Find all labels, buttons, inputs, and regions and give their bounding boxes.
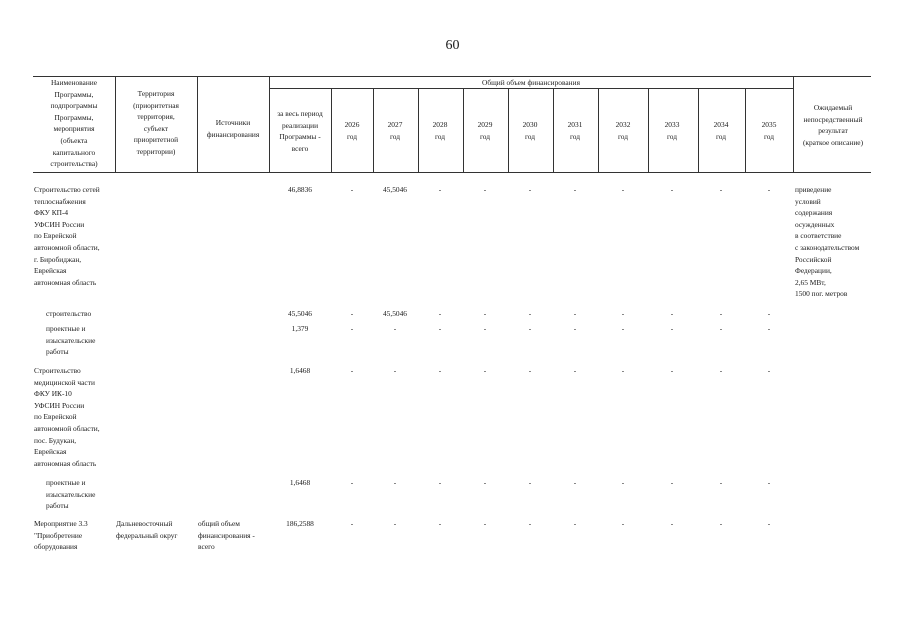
row-territory-line: Дальневосточный (116, 519, 173, 528)
row-name (46, 477, 118, 512)
row-year-value: - (621, 309, 625, 318)
header-year-word: год (569, 131, 581, 141)
row-year-value: 45,5046 (382, 309, 408, 318)
row-year-value: - (670, 478, 674, 487)
row-name-line: оборудования (34, 542, 78, 552)
row-name (34, 518, 118, 553)
row-name-line: УФСИН России (34, 219, 85, 229)
row-name-line: Еврейская (34, 266, 67, 276)
header-territory-line: территории) (136, 146, 176, 156)
row-year-value: - (621, 478, 625, 487)
year-col-divider (598, 88, 599, 172)
year-col-divider (745, 88, 746, 172)
header-year: 2026 (344, 120, 360, 129)
row-name-line: строительство (46, 309, 92, 318)
row-year-value: - (438, 309, 442, 318)
row-year-value: - (573, 366, 577, 375)
row-year-value: - (621, 366, 625, 375)
row-result-line: приведение (795, 185, 832, 194)
row-year-value: - (350, 366, 354, 375)
row-year-value: - (719, 519, 723, 528)
year-col-divider (648, 88, 649, 172)
row-year-value: - (393, 324, 397, 333)
row-year-value: - (719, 324, 723, 333)
row-year-value: - (438, 185, 442, 194)
header-period-line: за весь период (277, 109, 323, 118)
header-territory-line: субъект (143, 123, 169, 133)
row-name (46, 308, 118, 320)
row-name (46, 323, 118, 358)
year-col-divider (463, 88, 464, 172)
header-source-line: Источники (215, 118, 251, 127)
row-result-line: содержания (795, 208, 833, 218)
row-year-value: - (573, 309, 577, 318)
row-source-line: общий объем (198, 519, 240, 528)
row-year-value: - (393, 478, 397, 487)
header-year-word: год (389, 131, 401, 141)
row-year-value: - (483, 324, 487, 333)
row-year-value: - (528, 519, 532, 528)
row-total: 186,2588 (286, 519, 314, 528)
row-name-line: проектные и (46, 478, 86, 487)
header-source (197, 117, 269, 140)
row-year-value: - (719, 478, 723, 487)
row-year-value: - (670, 366, 674, 375)
header-result-line: Ожидаемый (813, 103, 853, 112)
row-source (198, 518, 270, 553)
row-name-line: Еврейская (34, 447, 67, 457)
row-name-line: пос. Будукан, (34, 435, 77, 445)
row-name-line: Мероприятие 3.3 (34, 519, 88, 528)
row-year-value: - (393, 366, 397, 375)
header-period-line: реализации (281, 120, 319, 130)
header-name-line: строительства) (50, 159, 98, 169)
row-name-line: автономная область (34, 458, 97, 468)
row-name-line: медицинской части (34, 377, 95, 387)
header-period (269, 108, 331, 154)
header-year: 2034 (713, 120, 729, 129)
header-year-word: год (479, 131, 491, 141)
row-name-line: УФСИН России (34, 400, 85, 410)
row-total: 45,5046 (287, 309, 313, 318)
row-name-line: г. Биробиджан, (34, 254, 82, 264)
row-year-value: - (350, 478, 354, 487)
row-source-line: всего (198, 542, 215, 552)
header-name (33, 77, 115, 170)
row-year-value: - (350, 309, 354, 318)
row-year-value: - (438, 366, 442, 375)
row-year-value: - (573, 185, 577, 194)
header-year: 2030 (522, 120, 538, 129)
row-year-value: 45,5046 (382, 185, 408, 194)
row-year-value: - (670, 309, 674, 318)
row-territory (116, 518, 198, 541)
header-result-line: непосредственный (803, 114, 863, 124)
header-name-line: мероприятия (53, 124, 95, 134)
row-name-line: по Еврейской (34, 412, 77, 422)
row-result-line: 1500 пог. метров (795, 289, 848, 299)
row-name (34, 365, 118, 469)
row-year-value: - (438, 324, 442, 333)
header-result-line: (краткое описание) (802, 137, 864, 147)
header-result-line: результат (818, 126, 848, 136)
header-year: 2033 (664, 120, 680, 129)
header-name-line: (объекта (60, 135, 88, 145)
row-year-value: - (621, 519, 625, 528)
row-year-value: - (483, 309, 487, 318)
row-year-value: - (350, 324, 354, 333)
row-year-value: - (483, 478, 487, 487)
row-year-value: - (719, 309, 723, 318)
row-name-line: теплоснабжения (34, 196, 86, 206)
row-total: 1,379 (291, 324, 309, 333)
header-year: 2028 (432, 120, 448, 129)
header-period-line: всего (291, 143, 309, 153)
row-name-line: работы (46, 347, 69, 357)
row-year-value: - (767, 366, 771, 375)
header-territory (115, 88, 197, 158)
row-year-value: - (438, 478, 442, 487)
row-year-value: - (483, 366, 487, 375)
row-year-value: - (670, 324, 674, 333)
row-result-line: 2,65 МВт, (795, 277, 826, 287)
row-year-value: - (350, 519, 354, 528)
header-year-word: год (715, 131, 727, 141)
row-year-value: - (393, 519, 397, 528)
row-year-value: - (670, 185, 674, 194)
header-name-line: Программы, (54, 89, 94, 99)
row-name-line: изыскательские (46, 489, 96, 499)
header-year-word: год (666, 131, 678, 141)
row-year-value: - (719, 185, 723, 194)
header-year-word: год (346, 131, 358, 141)
row-name-line: Строительство (34, 366, 81, 375)
row-result (795, 184, 883, 300)
row-name (34, 184, 118, 288)
row-name-line: работы (46, 501, 69, 511)
row-result-line: Федерации, (795, 266, 832, 276)
row-territory-line: федеральный округ (116, 530, 178, 540)
year-col-divider (553, 88, 554, 172)
row-result-line: условий (795, 196, 821, 206)
year-col-divider (418, 88, 419, 172)
row-year-value: - (767, 309, 771, 318)
header-year: 2032 (615, 120, 631, 129)
row-year-value: - (573, 478, 577, 487)
row-year-value: - (528, 309, 532, 318)
row-year-value: - (719, 366, 723, 375)
row-name-line: по Еврейской (34, 231, 77, 241)
header-name-line: Наименование (50, 78, 98, 87)
row-year-value: - (621, 324, 625, 333)
row-name-line: автономной области, (34, 423, 100, 433)
header-year: 2031 (567, 120, 583, 129)
row-name-line: изыскательские (46, 335, 96, 345)
row-year-value: - (438, 519, 442, 528)
header-year: 2035 (761, 120, 777, 129)
row-name-line: проектные и (46, 324, 86, 333)
row-result-line: с законодательством (795, 242, 860, 252)
row-result-line: Российской (795, 254, 832, 264)
header-total-title: Общий объем финансирования (482, 78, 580, 87)
page-number: 60 (445, 38, 460, 53)
row-result-line: в соответствие (795, 231, 842, 241)
header-territory-line: приоритетной (133, 135, 179, 145)
row-year-value: - (573, 324, 577, 333)
row-year-value: - (670, 519, 674, 528)
header-year-word: год (524, 131, 536, 141)
row-year-value: - (573, 519, 577, 528)
row-year-value: - (483, 185, 487, 194)
header-year: 2029 (477, 120, 493, 129)
year-col-divider (373, 88, 374, 172)
header-bottom-border (33, 172, 871, 173)
header-period-line: Программы - (279, 132, 321, 142)
header-year-word: год (434, 131, 446, 141)
year-col-divider (508, 88, 509, 172)
header-year: 2027 (387, 120, 403, 129)
header-source-line: финансирования (206, 129, 260, 139)
row-year-value: - (767, 324, 771, 333)
header-territory-line: (приоритетная (133, 100, 179, 110)
row-year-value: - (528, 324, 532, 333)
row-year-value: - (528, 366, 532, 375)
row-total: 1,6468 (289, 366, 311, 375)
header-name-line: подпрограммы (50, 101, 98, 111)
header-name-line: Программы, (54, 112, 94, 122)
row-year-value: - (528, 185, 532, 194)
row-result-line: осужденных (795, 219, 835, 229)
header-year-word: год (617, 131, 629, 141)
row-name-line: автономной области, (34, 242, 100, 252)
row-year-value: - (767, 185, 771, 194)
row-total: 46,8836 (287, 185, 313, 194)
row-total: 1,6468 (289, 478, 311, 487)
header-year-word: год (763, 131, 775, 141)
header-territory-line: Территория (137, 89, 175, 98)
row-name-line: ФКУ КП-4 (34, 208, 69, 218)
row-name-line: автономная область (34, 277, 97, 287)
header-result (793, 102, 873, 148)
row-year-value: - (350, 185, 354, 194)
header-territory-line: территория, (137, 112, 175, 122)
row-name-line: ФКУ ИК-10 (34, 389, 72, 399)
header-name-line: капитального (52, 147, 96, 157)
row-name-line: "Приобретение (34, 530, 83, 540)
row-year-value: - (767, 519, 771, 528)
row-name-line: Строительство сетей (34, 185, 100, 194)
row-year-value: - (767, 478, 771, 487)
row-year-value: - (483, 519, 487, 528)
row-year-value: - (621, 185, 625, 194)
row-source-line: финансирования - (198, 530, 255, 540)
year-col-divider (698, 88, 699, 172)
row-year-value: - (528, 478, 532, 487)
